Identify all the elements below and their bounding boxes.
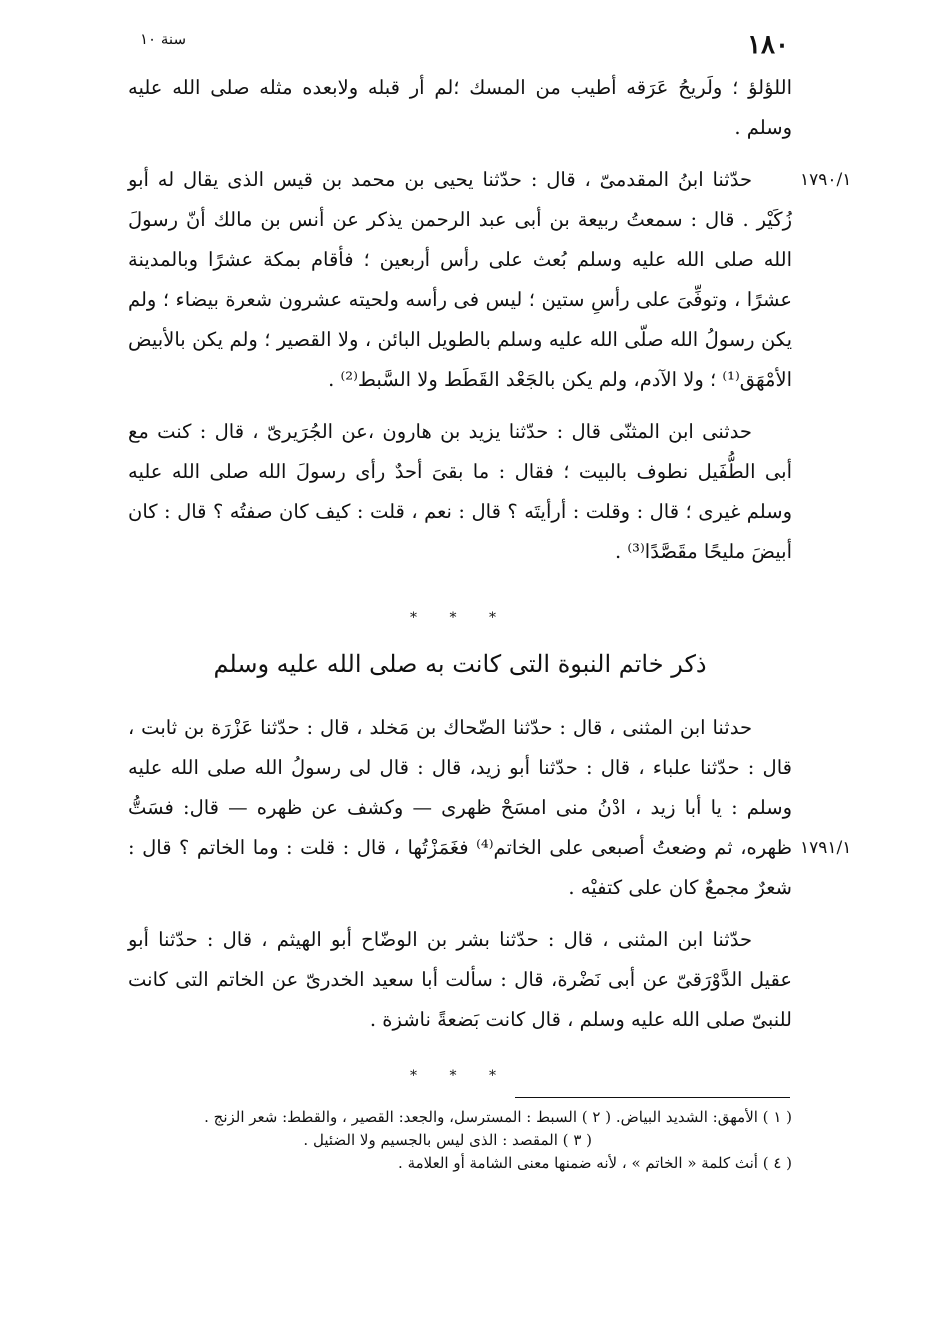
section-separator: * * * bbox=[410, 610, 510, 626]
footnotes bbox=[128, 1106, 792, 1175]
running-header-year: سنة ١٠ bbox=[140, 30, 187, 48]
section-2-text bbox=[128, 708, 792, 1040]
hadith-1791-paragraph: حدثنا ابن المثنى ، قال : حدّثنا الضّحاك بن مَخلد ، قال : حدّثنا عَزْرَة بن ثابت ، قال : حدّثنا علباء ، قال : حدّثنا أبو زيد، قال : قال لى رسولُ الله صلى الله عليه وسلم : يا أبا زيد ، ادْنُ منى امسَحْ ظهرى — وكشف عن ظهره — قال: فسَتُّ ظهره، ثم وضعتُ أصبعى على الخاتم⁽⁴⁾ فغَمَزْتُها ، قال : قلت : وما الخاتم ؟ قال : شعرٌ مجمعٌ كان على كتفيْه . bbox=[128, 716, 793, 899]
footnote-3: ( ٣ ) المقصد : الذى ليس بالجسيم ولا الضئيل . bbox=[303, 1131, 592, 1149]
footnote-rule bbox=[515, 1097, 790, 1098]
section-separator-end: * * * bbox=[410, 1068, 510, 1084]
continuation-paragraph: اللؤلؤ ؛ ولَريحُ عَرَقه أطيب من المسك ؛لم أر قبله ولابعده مثله صلى الله عليه وسلم . bbox=[128, 76, 792, 139]
footnote-4: ( ٤ ) أنث كلمة « الخاتم » ، لأنه ضمنها معنى الشامة أو العلامة . bbox=[398, 1154, 792, 1172]
margin-reference-1790: ١٧٩٠/١ bbox=[800, 170, 852, 190]
footnote-1-2: ( ١ ) الأمهق: الشديد البياض. ( ٢ ) السبط : المسترسل، والجعد: القصير ، والقطط: شعر الزنج . bbox=[204, 1108, 792, 1126]
page-number: ١٨٠ bbox=[747, 30, 789, 60]
hadith-1790-paragraph: حدّثنا ابنُ المقدمىّ ، قال : حدّثنا يحيى بن محمد بن قيس الذى يقال له أبو زُكَيْر . قال : سمعتُ ربيعة بن أبى عبد الرحمن يذكر عن أنس بن مالك أنّ رسولَ الله صلى الله عليه وسلم بُعث على رأس أربعين ؛ فأقام بمكة عشرًا وبالمدينة عشرًا ، وتوفِّىَ على رأسِ ستين ؛ ليس فى رأسه ولحيته عشرون شعرة بيضاء ؛ ولم يكن رسولُ الله صلّى الله عليه وسلم بالطويل البائن ، ولا القصير ؛ ولم يكن بالأبيض الأمْهَق⁽¹⁾ ؛ ولا الآدم، ولم يكن بالجَعْد القَطَط ولا السَّبط⁽²⁾ . bbox=[128, 168, 792, 391]
margin-reference-1791: ١٧٩١/١ bbox=[800, 838, 852, 858]
section-1-text bbox=[128, 68, 792, 572]
hadith-tufayl-paragraph: حدثنى ابن المثنّى قال : حدّثنا يزيد بن هارون ،عن الجُرَيرىّ ، قال : كنت مع أبى الطُّفَيل نطوف بالبيت ؛ فقال : ما بقىَ أحدٌ رأى رسولَ الله صلى الله عليه وسلم غيرى ؛ قال : وقلت : أرأيتَه ؟ قال : نعم ، قلت : كيف كان صفتُه ؟ قال : كان أبيضَ مليحًا مقَصَّدًا⁽³⁾ . bbox=[128, 420, 792, 563]
chapter-heading: ذكر خاتم النبوة التى كانت به صلى الله عليه وسلم bbox=[213, 650, 707, 678]
hadith-khudri-paragraph: حدّثنا ابن المثنى ، قال : حدّثنا بشر بن الوضّاح أبو الهيثم ، قال : حدّثنا أبو عقيل الدَّوْرَقىّ عن أبى نَضْرة، قال : سألت أبا سعيد الخدرىّ عن الخاتم التى كانت للنبىّ صلى الله عليه وسلم ، قال كانت بَضعةً ناشزة . bbox=[128, 928, 792, 1031]
